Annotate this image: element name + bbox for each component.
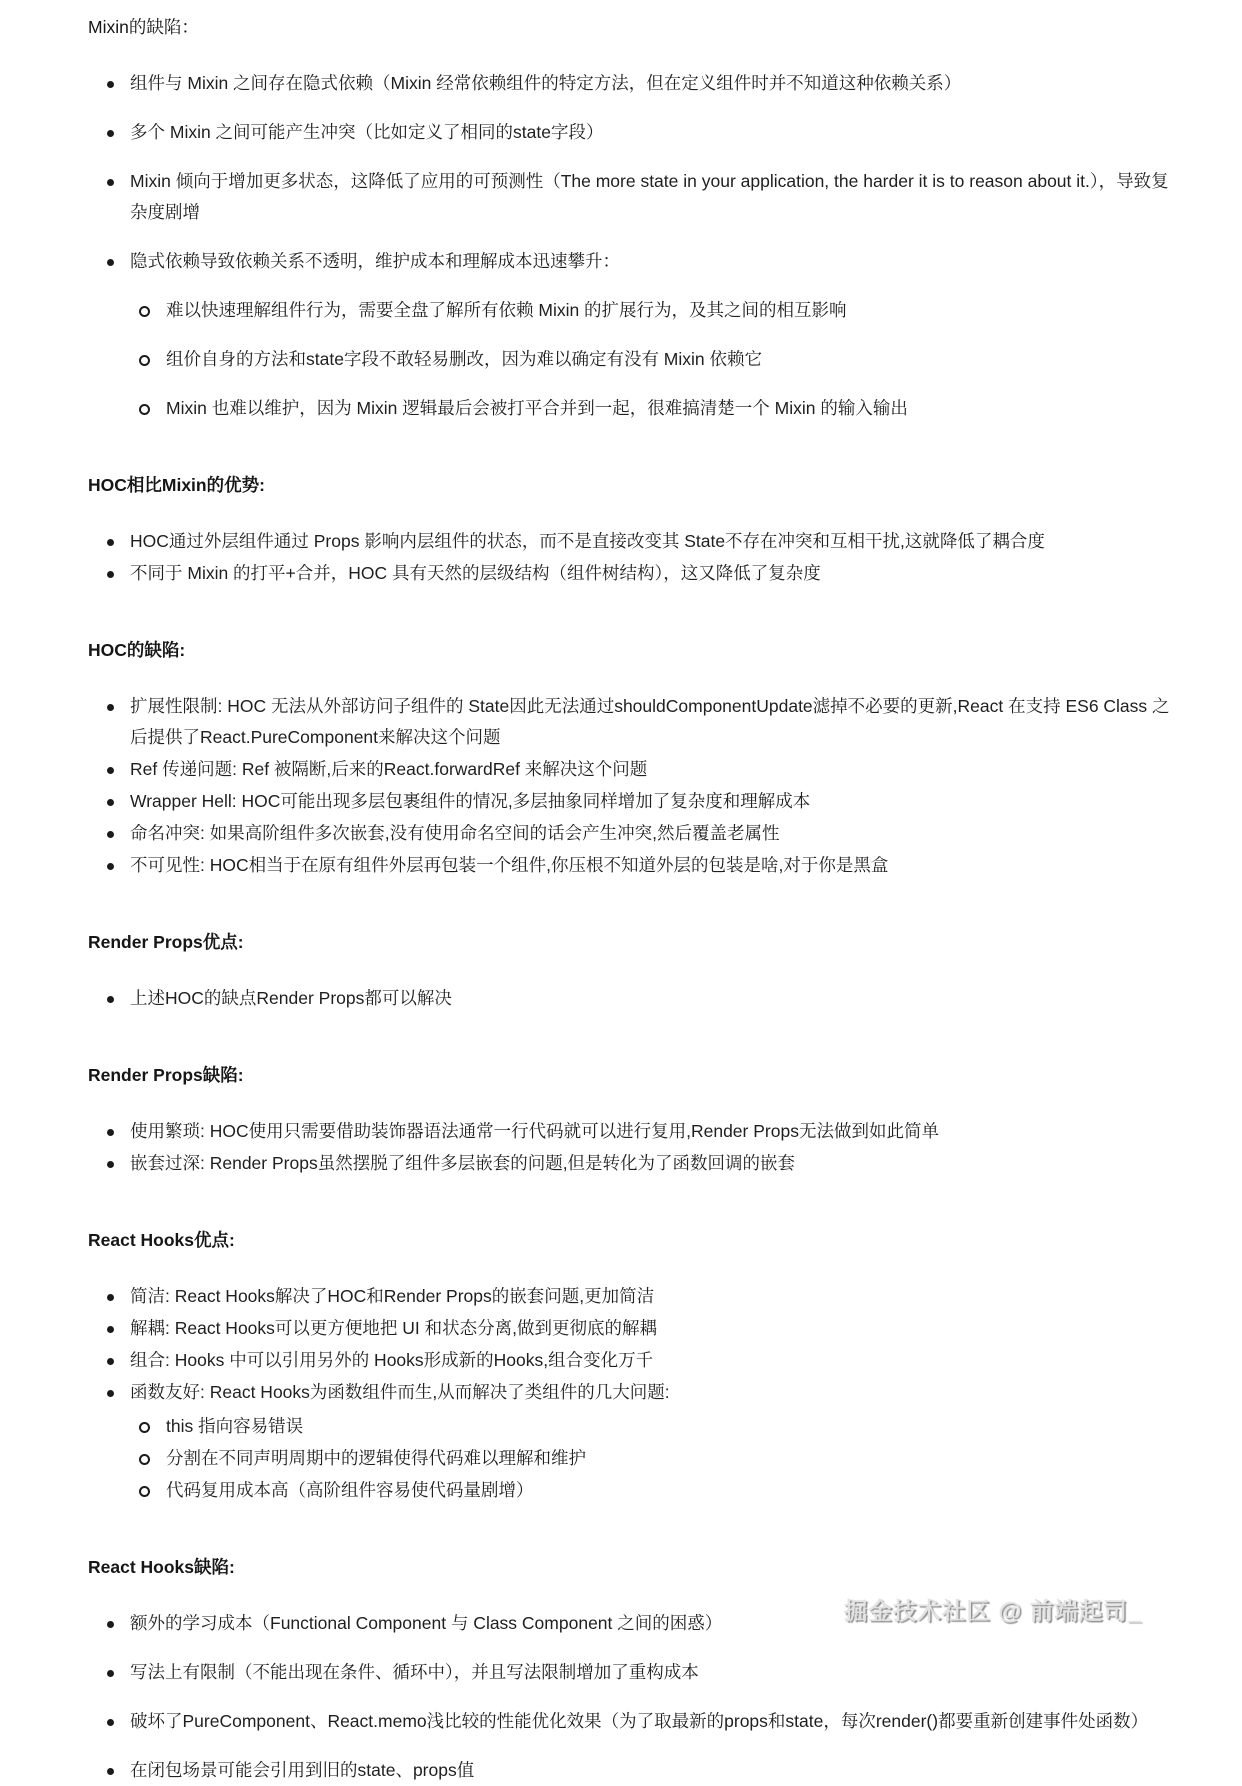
list-item — [130, 1475, 1182, 1506]
list-item-text: 简洁: React Hooks解决了HOC和Render Props的嵌套问题,更加简洁 — [130, 1286, 655, 1306]
list-item — [88, 166, 1182, 228]
list-item-text: 在闭包场景可能会引用到旧的state、props值 — [130, 1760, 475, 1780]
list-item-text: Wrapper Hell: HOC可能出现多层包裹组件的情况,多层抽象同样增加了复杂度和理解成本 — [130, 791, 811, 811]
bullet-dot-icon — [107, 1719, 114, 1726]
list-item-text: 多个 Mixin 之间可能产生冲突（比如定义了相同的state字段） — [130, 122, 604, 142]
bullet-dot-icon — [107, 1768, 114, 1775]
bullet-dot-icon — [107, 1670, 114, 1677]
bullet-dot-icon — [107, 704, 114, 711]
list-item — [88, 818, 1182, 849]
list-item-text: 组合: Hooks 中可以引用另外的 Hooks形成新的Hooks,组合变化万千 — [130, 1350, 654, 1370]
list-item — [88, 246, 1182, 424]
bullet-dot-icon — [107, 1129, 114, 1136]
bullet-dot-icon — [107, 1621, 114, 1628]
list-item — [88, 1148, 1182, 1179]
bullet-dot-icon — [107, 130, 114, 137]
bullet-circle-icon — [139, 1486, 150, 1497]
list-item-text: 函数友好: React Hooks为函数组件而生,从而解决了类组件的几大问题: — [130, 1382, 670, 1402]
bullet-list — [88, 691, 1182, 881]
bullet-dot-icon — [107, 1326, 114, 1333]
bullet-circle-icon — [139, 404, 150, 415]
list-item-text: 解耦: React Hooks可以更方便地把 UI 和状态分离,做到更彻底的解耦 — [130, 1318, 657, 1338]
list-item-text: Mixin 倾向于增加更多状态，这降低了应用的可预测性（The more state in your application, the harder it is to reason about it.），导致复杂度剧增 — [130, 171, 1169, 222]
list-item-text: 难以快速理解组件行为，需要全盘了解所有依赖 Mixin 的扩展行为，及其之间的相互影响 — [166, 300, 847, 320]
bullet-dot-icon — [107, 1161, 114, 1168]
list-item-text: 使用繁琐: HOC使用只需要借助装饰器语法通常一行代码就可以进行复用,Render Props无法做到如此简单 — [130, 1121, 939, 1141]
list-item — [88, 1377, 1182, 1506]
section-heading: HOC的缺陷: — [88, 640, 186, 660]
list-item — [130, 1411, 1182, 1442]
list-item-text: HOC通过外层组件通过 Props 影响内层组件的状态，而不是直接改变其 State不存在冲突和互相干扰,这就降低了耦合度 — [130, 531, 1045, 551]
bullet-list — [88, 1281, 1182, 1506]
list-item — [88, 1755, 1182, 1786]
juejin-watermark: 掘金技术社区 @ 前端起司_ — [843, 1598, 1142, 1624]
list-item — [88, 558, 1182, 589]
section-heading: React Hooks优点: — [88, 1230, 235, 1250]
list-item-text: 代码复用成本高（高阶组件容易使代码量剧增） — [166, 1480, 534, 1500]
list-item — [88, 117, 1182, 148]
list-item-text: 额外的学习成本（Functional Component 与 Class Component 之间的困惑） — [130, 1613, 723, 1633]
bullet-dot-icon — [107, 863, 114, 870]
list-item — [88, 850, 1182, 881]
bullet-dot-icon — [107, 81, 114, 88]
list-item — [88, 691, 1182, 753]
list-item — [130, 344, 1182, 375]
section-heading: Render Props优点: — [88, 932, 244, 952]
bullet-dot-icon — [107, 799, 114, 806]
list-item-text: Mixin 也难以维护，因为 Mixin 逻辑最后会被打平合并到一起，很难搞清楚一个 Mixin 的输入输出 — [166, 398, 908, 418]
list-item-text: 隐式依赖导致依赖关系不透明，维护成本和理解成本迅速攀升： — [130, 251, 620, 271]
bullet-circle-icon — [139, 355, 150, 366]
bullet-dot-icon — [107, 996, 114, 1003]
bullet-circle-icon — [139, 1422, 150, 1433]
section-heading: React Hooks缺陷: — [88, 1557, 235, 1577]
section-heading: Render Props缺陷: — [88, 1065, 244, 1085]
bullet-list — [88, 68, 1182, 424]
sub-bullet-list — [130, 295, 1182, 424]
list-item — [88, 1313, 1182, 1344]
list-item — [88, 754, 1182, 785]
list-item — [88, 1657, 1182, 1688]
bullet-list — [88, 1116, 1182, 1179]
list-item — [130, 1443, 1182, 1474]
list-item — [88, 1116, 1182, 1147]
bullet-list — [88, 526, 1182, 589]
bullet-dot-icon — [107, 1390, 114, 1397]
list-item-text: Ref 传递问题: Ref 被隔断,后来的React.forwardRef 来解决这个问题 — [130, 759, 648, 779]
bullet-circle-icon — [139, 1454, 150, 1465]
bullet-list — [88, 983, 1182, 1014]
document-body — [88, 12, 1182, 1786]
sub-bullet-list — [130, 1411, 1182, 1506]
list-item-text: this 指向容易错误 — [166, 1416, 304, 1436]
list-item-text: 不可见性: HOC相当于在原有组件外层再包装一个组件,你压根不知道外层的包装是啥,对于你是黑盒 — [130, 855, 889, 875]
list-item-text: 上述HOC的缺点Render Props都可以解决 — [130, 988, 452, 1008]
list-item — [88, 1281, 1182, 1312]
bullet-dot-icon — [107, 767, 114, 774]
list-item-text: 写法上有限制（不能出现在条件、循环中），并且写法限制增加了重构成本 — [130, 1662, 699, 1682]
list-item-text: 分割在不同声明周期中的逻辑使得代码难以理解和维护 — [166, 1448, 586, 1468]
section-heading: HOC相比Mixin的优势: — [88, 475, 265, 495]
list-item-text: 组件与 Mixin 之间存在隐式依赖（Mixin 经常依赖组件的特定方法，但在定义组件时并不知道这种依赖关系） — [130, 73, 962, 93]
list-item-text: 命名冲突: 如果高阶组件多次嵌套,没有使用命名空间的话会产生冲突,然后覆盖老属性 — [130, 823, 780, 843]
list-item-text: 破坏了PureComponent、React.memo浅比较的性能优化效果（为了取最新的props和state，每次render()都要重新创建事件处函数） — [130, 1711, 1149, 1731]
bullet-list — [88, 1608, 1182, 1786]
list-item — [130, 295, 1182, 326]
list-item — [88, 1345, 1182, 1376]
list-item-text: 不同于 Mixin 的打平+合并，HOC 具有天然的层级结构（组件树结构），这又降低了复杂度 — [130, 563, 821, 583]
list-item-text: 嵌套过深: Render Props虽然摆脱了组件多层嵌套的问题,但是转化为了函数回调的嵌套 — [130, 1153, 796, 1173]
bullet-dot-icon — [107, 539, 114, 546]
bullet-dot-icon — [107, 571, 114, 578]
bullet-dot-icon — [107, 179, 114, 186]
list-item — [88, 68, 1182, 99]
section-heading: Mixin的缺陷： — [88, 17, 199, 37]
bullet-circle-icon — [139, 306, 150, 317]
list-item — [130, 393, 1182, 424]
bullet-dot-icon — [107, 259, 114, 266]
bullet-dot-icon — [107, 1358, 114, 1365]
list-item — [88, 983, 1182, 1014]
list-item — [88, 526, 1182, 557]
bullet-dot-icon — [107, 1294, 114, 1301]
list-item-text: 组价自身的方法和state字段不敢轻易删改，因为难以确定有没有 Mixin 依赖它 — [166, 349, 762, 369]
bullet-dot-icon — [107, 831, 114, 838]
list-item — [88, 1706, 1182, 1737]
list-item-text: 扩展性限制: HOC 无法从外部访问子组件的 State因此无法通过shouldComponentUpdate滤掉不必要的更新,React 在支持 ES6 Class 之后提供了React.PureComponent来解决这个问题 — [130, 696, 1170, 747]
list-item — [88, 786, 1182, 817]
